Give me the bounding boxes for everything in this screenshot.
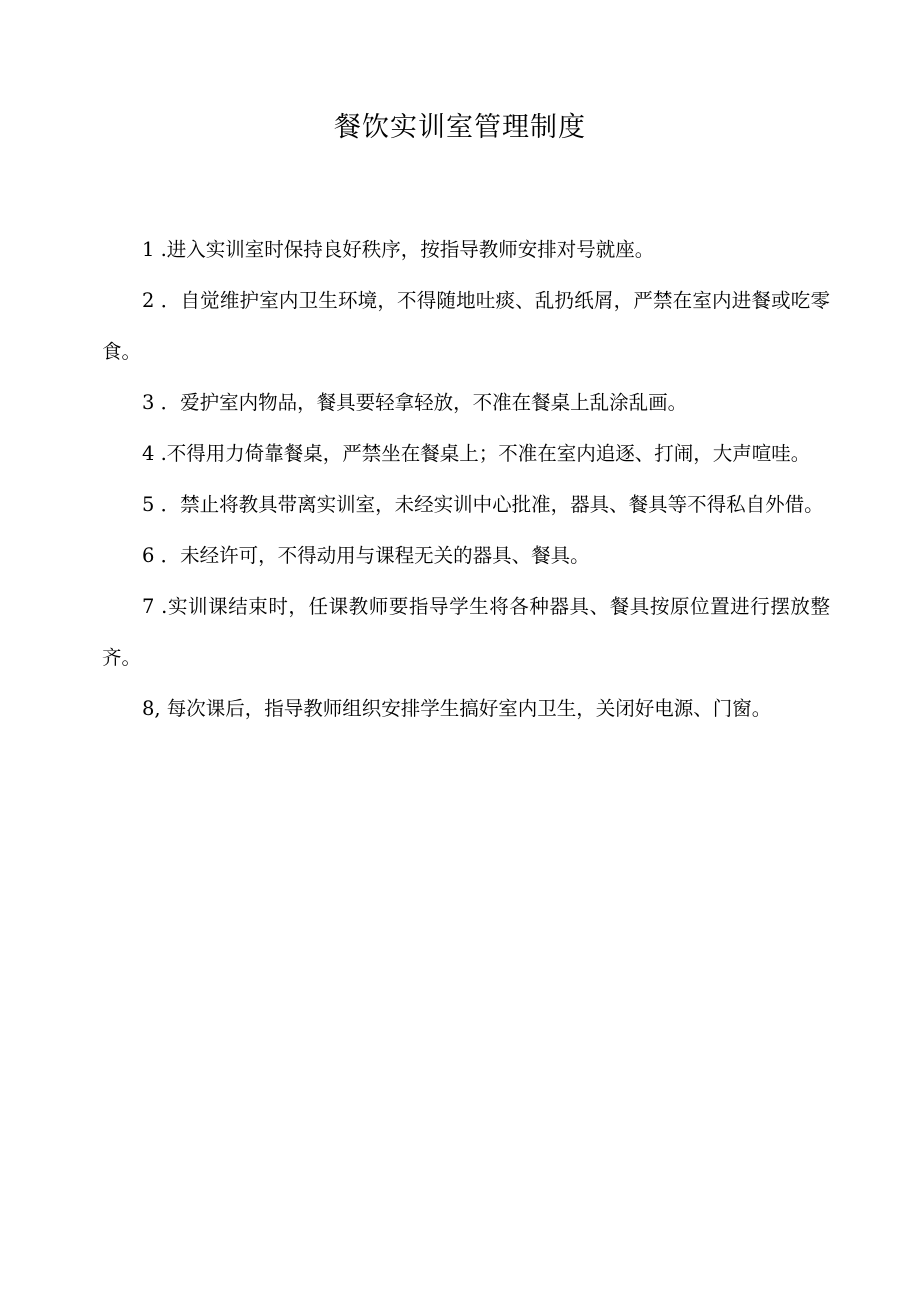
rule-item: 7 .实训课结束时，任课教师要指导学生将各种器具、餐具按原位置进行摆放整齐。: [102, 595, 830, 669]
rule-item: 6 ．未经许可，不得动用与课程无关的器具、餐具。: [142, 544, 590, 567]
rule-item: 4 .不得用力倚靠餐桌，严禁坐在餐桌上；不准在室内追逐、打闹，大声喧哇。: [142, 442, 811, 465]
rule-item: 5 ．禁止将教具带离实训室，未经实训中心批准，器具、餐具等不得私自外借。: [142, 493, 824, 516]
rule-item: 3 ．爱护室内物品，餐具要轻拿轻放，不准在餐桌上乱涂乱画。: [142, 391, 688, 414]
rules-list: [102, 224, 830, 734]
rule-item: 2 ．自觉维护室内卫生环境，不得随地吐痰、乱扔纸屑，严禁在室内进餐或吃零食。: [102, 289, 830, 363]
rule-item: 8, 每次课后，指导教师组织安排学生搞好室内卫生，关闭好电源、门窗。: [142, 697, 772, 720]
document-title: 餐饮实训室管理制度: [334, 112, 586, 143]
rule-item: 1 .进入实训室时保持良好秩序，按指导教师安排对号就座。: [142, 238, 655, 261]
